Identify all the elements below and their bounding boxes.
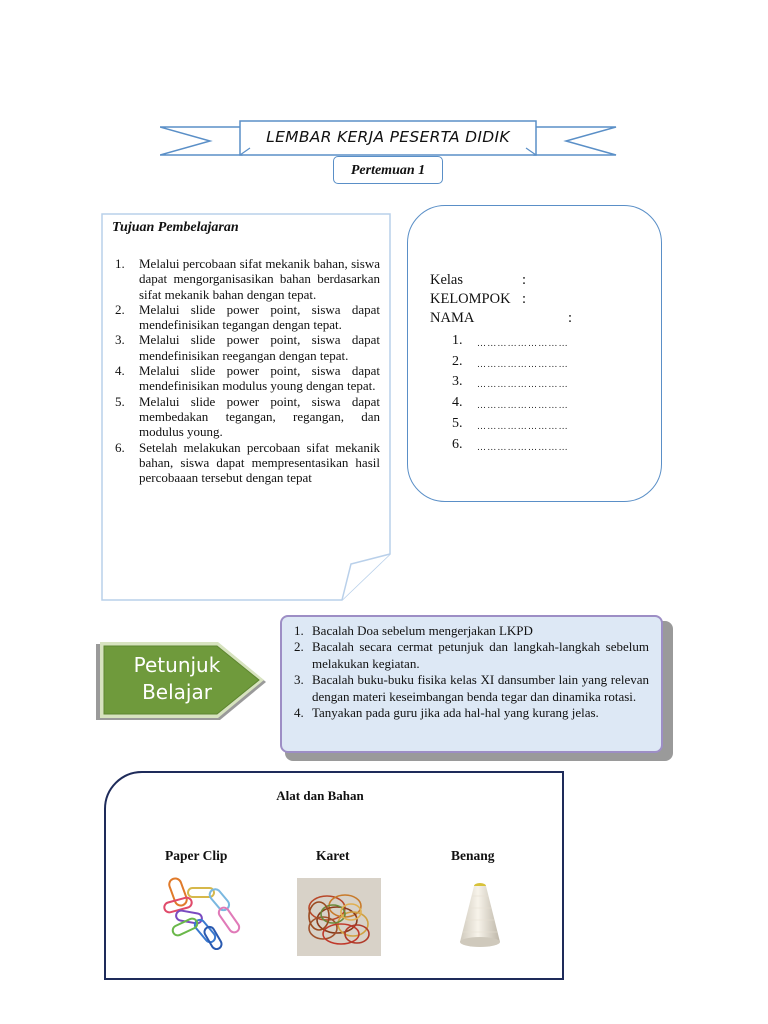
kelompok-colon: : — [522, 291, 527, 307]
list-item: 2. Melalui slide power point, siswa dapat mendefinisikan tegangan dengan tepat. — [115, 301, 380, 333]
kelas-colon: : — [522, 272, 527, 288]
name-blank: ……………………… — [477, 400, 569, 411]
name-row: 2. ……………………… — [452, 353, 569, 374]
nama-label: NAMA — [430, 310, 475, 326]
list-item: 6. Setelah melakukan percobaan sifat mekanik bahan, siswa dapat mempresentasikan hasil percobaaan tersebut dengan tepat — [115, 439, 380, 486]
kelas-label: Kelas — [430, 272, 464, 288]
list-item: 2. Bacalah secara cermat petunjuk dan langkah-langkah sebelum melakukan kegiatan. — [294, 639, 649, 671]
name-row: 4. ……………………… — [452, 394, 569, 415]
name-row: 1. ……………………… — [452, 332, 569, 353]
list-item: 1. Bacalah Doa sebelum mengerjakan LKPD — [294, 623, 533, 638]
list-item: 3. Bacalah buku-buku fisika kelas XI dansumber lain yang relevan dengan materi keseimbangan benda tegar dan dinamika rotasi. — [294, 672, 649, 704]
paper-clip-image — [158, 874, 244, 950]
name-blank: ……………………… — [477, 441, 569, 452]
paper-clip-label: Paper Clip — [165, 848, 228, 863]
objectives-title: Tujuan Pembelajaran — [112, 220, 239, 235]
meeting-label: Pertemuan 1 — [333, 156, 443, 184]
name-blank: ……………………… — [477, 338, 569, 348]
materials-title: Alat dan Bahan — [276, 788, 364, 803]
list-item: 3. Melalui slide power point, siswa dapat mendefinisikan reegangan dengan tepat. — [115, 332, 380, 363]
list-item: 5. Melalui slide power point, siswa dapat membedakan tegangan, regangan, dan modulus young. — [115, 393, 380, 440]
name-blank: ……………………… — [477, 420, 569, 431]
name-blank: ……………………… — [477, 379, 569, 390]
name-blank: ……………………… — [477, 358, 569, 369]
name-row: 3. ……………………… — [452, 373, 569, 394]
instructions-list — [292, 623, 649, 721]
objectives-list — [112, 256, 380, 485]
page-title: LEMBAR KERJA PESERTA DIDIK — [266, 128, 510, 146]
nama-colon: : — [568, 310, 573, 326]
list-item: 4. Melalui slide power point, siswa dapat mendefinisikan modulus young dengan tepat. — [115, 363, 380, 394]
kelompok-label: KELOMPOK — [430, 291, 511, 307]
list-item: 1. Melalui percobaan sifat mekanik bahan, siswa dapat mengorganisasikan bahan berdasarkan sifat mekanik bahan dengan tepat. — [115, 256, 380, 302]
karet-label: Karet — [316, 848, 350, 863]
rubber-band-image — [297, 878, 381, 956]
list-item: 4. Tanyakan pada guru jika ada hal-hal yang kurang jelas. — [294, 705, 599, 721]
petunjuk-label: Petunjuk Belajar — [133, 653, 221, 704]
name-list — [452, 332, 569, 456]
benang-label: Benang — [451, 848, 495, 863]
thread-spool-image — [438, 876, 520, 956]
name-row: 5. ……………………… — [452, 415, 569, 436]
name-row: 6. ……………………… — [452, 436, 569, 457]
